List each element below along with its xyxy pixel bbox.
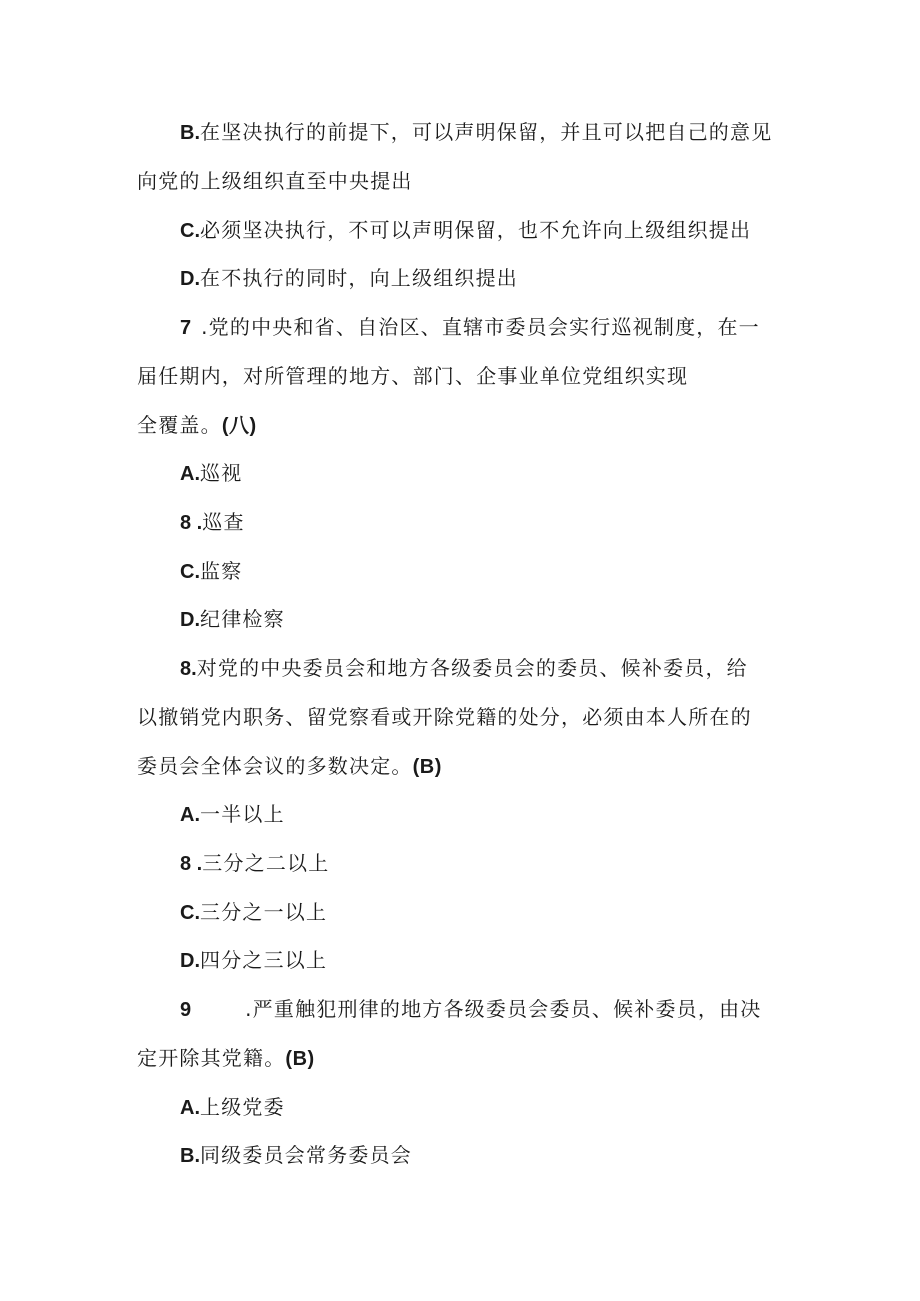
question-text: 委员会全体会议的多数决定。	[137, 754, 413, 778]
option-text: 纪律检察	[200, 607, 285, 631]
option-label: D.	[180, 609, 200, 631]
option-text: 同级委员会常务委员会	[200, 1143, 412, 1167]
option-text: 在坚决执行的前提下，可以声明保留，并且可以把自己的意见	[200, 120, 773, 144]
q8-stem-line-2	[137, 703, 752, 731]
option-text: 监察	[200, 559, 243, 583]
option-text: 必须坚决执行，不可以声明保留，也不允许向上级组织提出	[200, 218, 752, 242]
option-text: 一半以上	[200, 802, 285, 826]
q6-option-b-continued	[137, 167, 413, 195]
option-text: 四分之三以上	[200, 948, 328, 972]
q9-stem-line-2	[137, 1044, 315, 1072]
answer-key: (B)	[285, 1048, 315, 1070]
q7-option-b	[180, 508, 245, 536]
option-label: A.	[180, 804, 200, 826]
q6-option-b	[180, 118, 772, 146]
q8-option-d	[180, 946, 327, 974]
option-label: B.	[180, 1145, 200, 1167]
option-text: 巡查	[202, 510, 245, 534]
question-text: 届任期内，对所管理的地方、部门、企事业单位党组织实现	[137, 364, 689, 388]
option-label: A.	[180, 1097, 200, 1119]
q6-option-d	[180, 264, 518, 292]
option-label: 8 .	[180, 853, 203, 875]
answer-key: (B)	[412, 756, 442, 778]
question-text: .严重触犯刑律的地方各级委员会委员、候补委员，由决	[245, 997, 762, 1021]
q8-stem-line-1	[180, 654, 748, 682]
option-text: 向党的上级组织直至中央提出	[137, 169, 413, 193]
q8-option-c	[180, 898, 327, 926]
q7-stem-line-1	[180, 313, 760, 341]
option-label: C.	[180, 561, 200, 583]
option-text: 在不执行的同时，向上级组织提出	[200, 266, 518, 290]
option-label: 8 .	[180, 512, 203, 534]
question-text: 以撤销党内职务、留党察看或开除党籍的处分，必须由本人所在的	[137, 705, 752, 729]
answer-key: (八)	[221, 415, 257, 437]
option-text: 巡视	[200, 461, 243, 485]
option-text: 上级党委	[200, 1095, 285, 1119]
q7-stem-line-3	[137, 411, 257, 439]
option-label: C.	[180, 220, 200, 242]
q6-option-c	[180, 216, 751, 244]
option-label: D.	[180, 268, 200, 290]
question-text: 全覆盖。	[137, 413, 222, 437]
q8-stem-line-3	[137, 752, 442, 780]
q7-option-a	[180, 459, 242, 487]
question-number: 9	[180, 999, 192, 1021]
q8-option-a	[180, 800, 285, 828]
q9-option-b	[180, 1141, 412, 1169]
q7-stem-line-2	[137, 362, 688, 390]
q8-option-b	[180, 849, 329, 877]
question-text: .党的中央和省、自治区、直辖市委员会实行巡视制度，在一	[201, 315, 760, 339]
option-text: 三分之一以上	[200, 900, 328, 924]
option-text: 三分之二以上	[202, 851, 330, 875]
question-text: 对党的中央委员会和地方各级委员会的委员、候补委员，给	[196, 656, 748, 680]
option-label: D.	[180, 950, 200, 972]
option-label: C.	[180, 902, 200, 924]
q7-option-c	[180, 557, 242, 585]
question-text: 定开除其党籍。	[137, 1046, 286, 1070]
option-label: A.	[180, 463, 200, 485]
q7-option-d	[180, 605, 285, 633]
question-number: 7	[180, 317, 192, 339]
q9-stem-line-1	[180, 995, 761, 1023]
q9-option-a	[180, 1093, 285, 1121]
question-number: 8.	[180, 658, 197, 680]
option-label: B.	[180, 122, 200, 144]
